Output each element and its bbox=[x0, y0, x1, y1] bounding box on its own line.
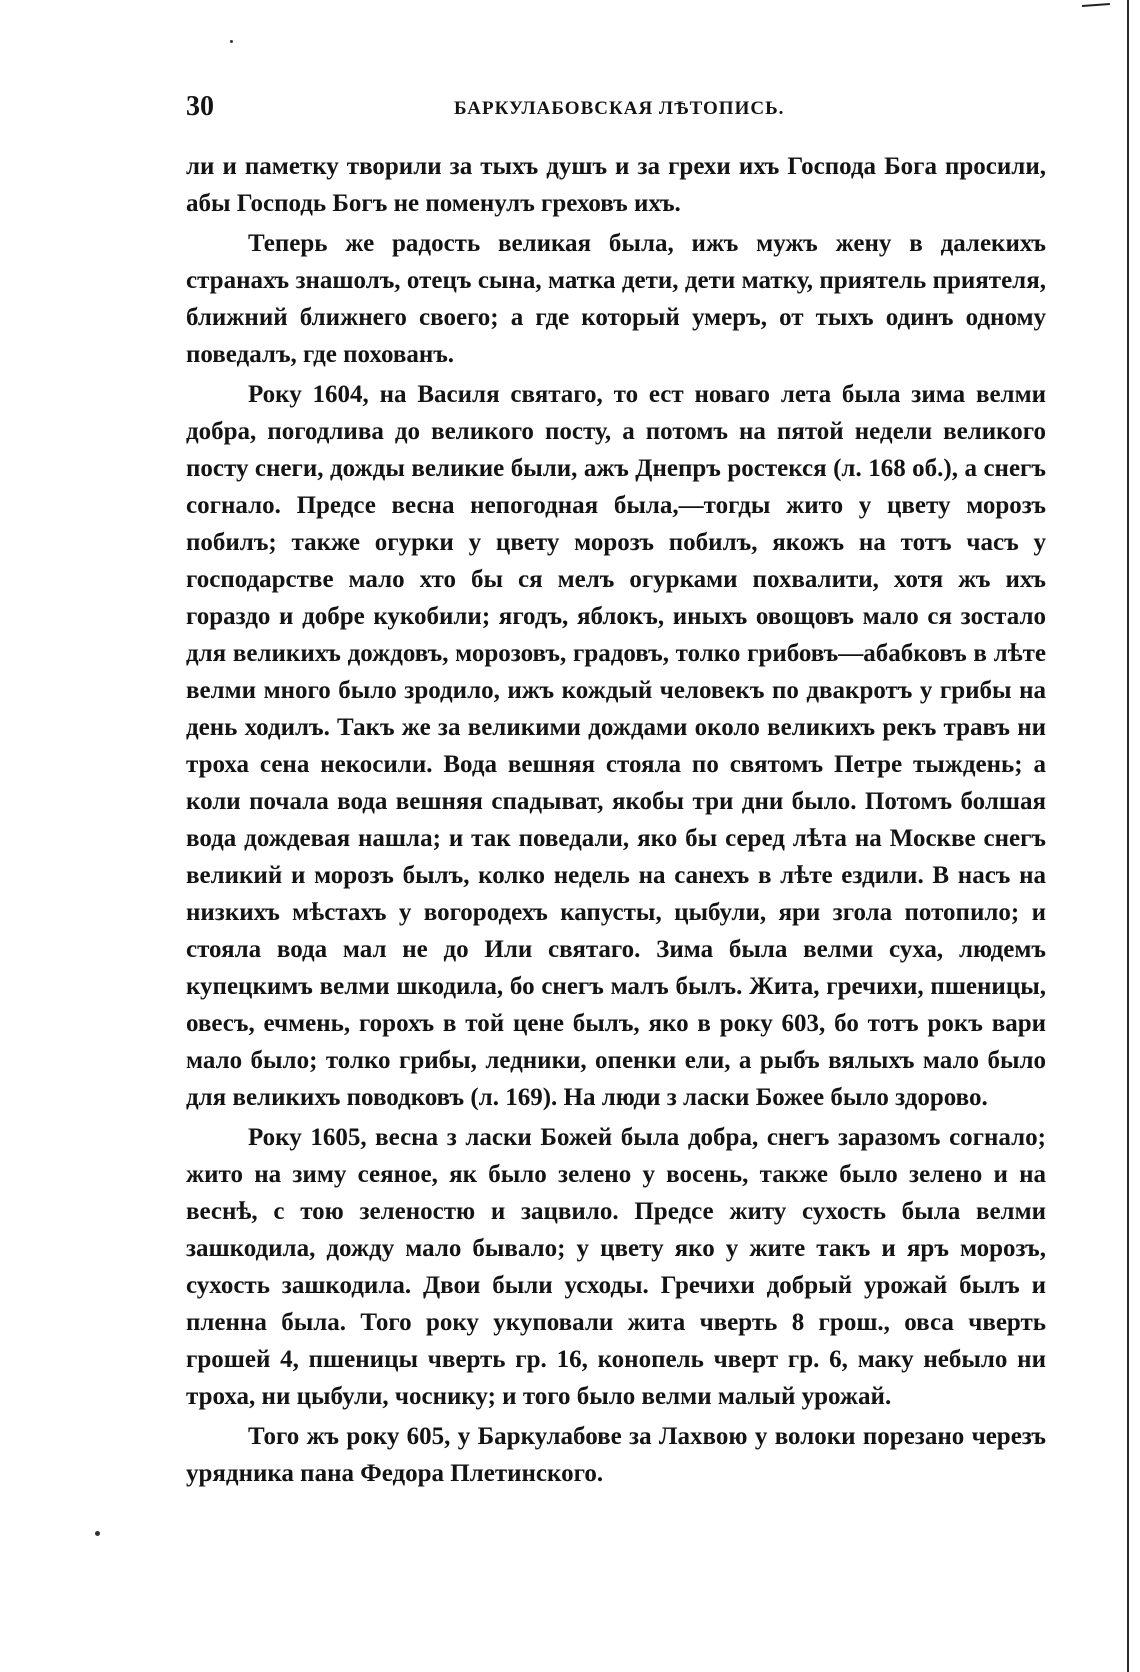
text-body bbox=[186, 148, 1046, 1492]
corner-mark bbox=[1082, 3, 1110, 7]
paragraph-3: Року 1604, на Василя святаго, то ест новаго лета была зима велми добра, погодлива до великого посту, а потомъ на пятой недели великого посту снеги, дожды великие были, ажъ Днепръ ростекся (л. 168 об.), а снегъ согнало. Предсе весна непогодная была,—тогды жито у цвету морозъ побилъ; также огурки у цвету морозъ побилъ, якожъ на тотъ часъ у господарстве мало хто бы ся мелъ огурками похвалити, хотя жъ ихъ гораздо и добре кукобили; ягодъ, яблокъ, иныхъ овощовъ мало ся зостало для великихъ дождовъ, морозовъ, градовъ, толко грибовъ—абабковъ в лѣте велми много было зродило, ижъ кождый человекъ по двакротъ у грибы на день ходилъ. Такъ же за великими дождами около великихъ рекъ травъ ни троха сена некосили. Вода вешняя стояла по святомъ Петре тыждень; а коли почала вода вешняя спадыват, якобы три дни было. Потомъ болшая вода дождевая нашла; и так поведали, яко бы серед лѣта на Москве снегъ великий и морозъ былъ, колко недель на санехъ в лѣте ездили. В насъ на низкихъ мѣстахъ у вогородехъ капусты, цыбули, яри згола потопило; и стояла вода мал не до Или святаго. Зима была велми суха, людемъ купецкимъ велми шкодила, бо снегъ малъ былъ. Жита, гречихи, пшеницы, овесъ, ечмень, горохъ в той цене былъ, яко в року 603, бо тотъ рокъ вари мало было; толко грибы, ледники, опенки ели, а рыбъ вялыхъ мало было для великихъ поводковъ (л. 169). На люди з ласки Божее было здорово. bbox=[186, 381, 1046, 1111]
running-title: БАРКУЛАБОВСКАЯ ЛѢТОПИСЬ. bbox=[454, 98, 785, 119]
paper-speck bbox=[230, 40, 233, 43]
paragraph-1: ли и паметку творили за тыхъ душъ и за грехи ихъ Господа Бога просили, абы Господь Богъ не поменулъ греховъ ихъ. bbox=[186, 153, 1046, 217]
paragraph-4: Року 1605, весна з ласки Божей была добра, снегъ заразомъ согнало; жито на зиму сеяное, як было зелено у восень, также было зелено и на веснѣ, с тою зеленостю и зацвило. Предсе житу сухость была велми зашкодила, дожду мало бывало; у цвету яко у жите такъ и яръ морозъ, сухость зашкодила. Двои были усходы. Гречихи добрый урожай былъ и пленна была. Того року укуповали жита чверть 8 грош., овса чверть грошей 4, пшеницы чверть гр. 16, конопель чверт гр. 6, маку небыло ни троха, ни цыбули, чоснику; и того было велми малый урожай. bbox=[186, 1124, 1046, 1410]
paper-speck bbox=[95, 1531, 100, 1536]
paragraph-2: Теперь же радость великая была, ижъ мужъ жену в далекихъ странахъ знашолъ, отецъ сына, матка дети, дети матку, приятель приятеля, ближний ближнего своего; а где который умеръ, от тыхъ одинъ одному поведалъ, где похованъ. bbox=[186, 230, 1046, 368]
page-header bbox=[186, 90, 1046, 124]
page-edge-line bbox=[1127, 0, 1129, 1672]
page-number: 30 bbox=[186, 91, 214, 122]
paragraph-5: Того жъ року 605, у Баркулабове за Лахвою у волоки порезано черезъ урядника пана Федора Плетинского. bbox=[186, 1423, 1046, 1487]
